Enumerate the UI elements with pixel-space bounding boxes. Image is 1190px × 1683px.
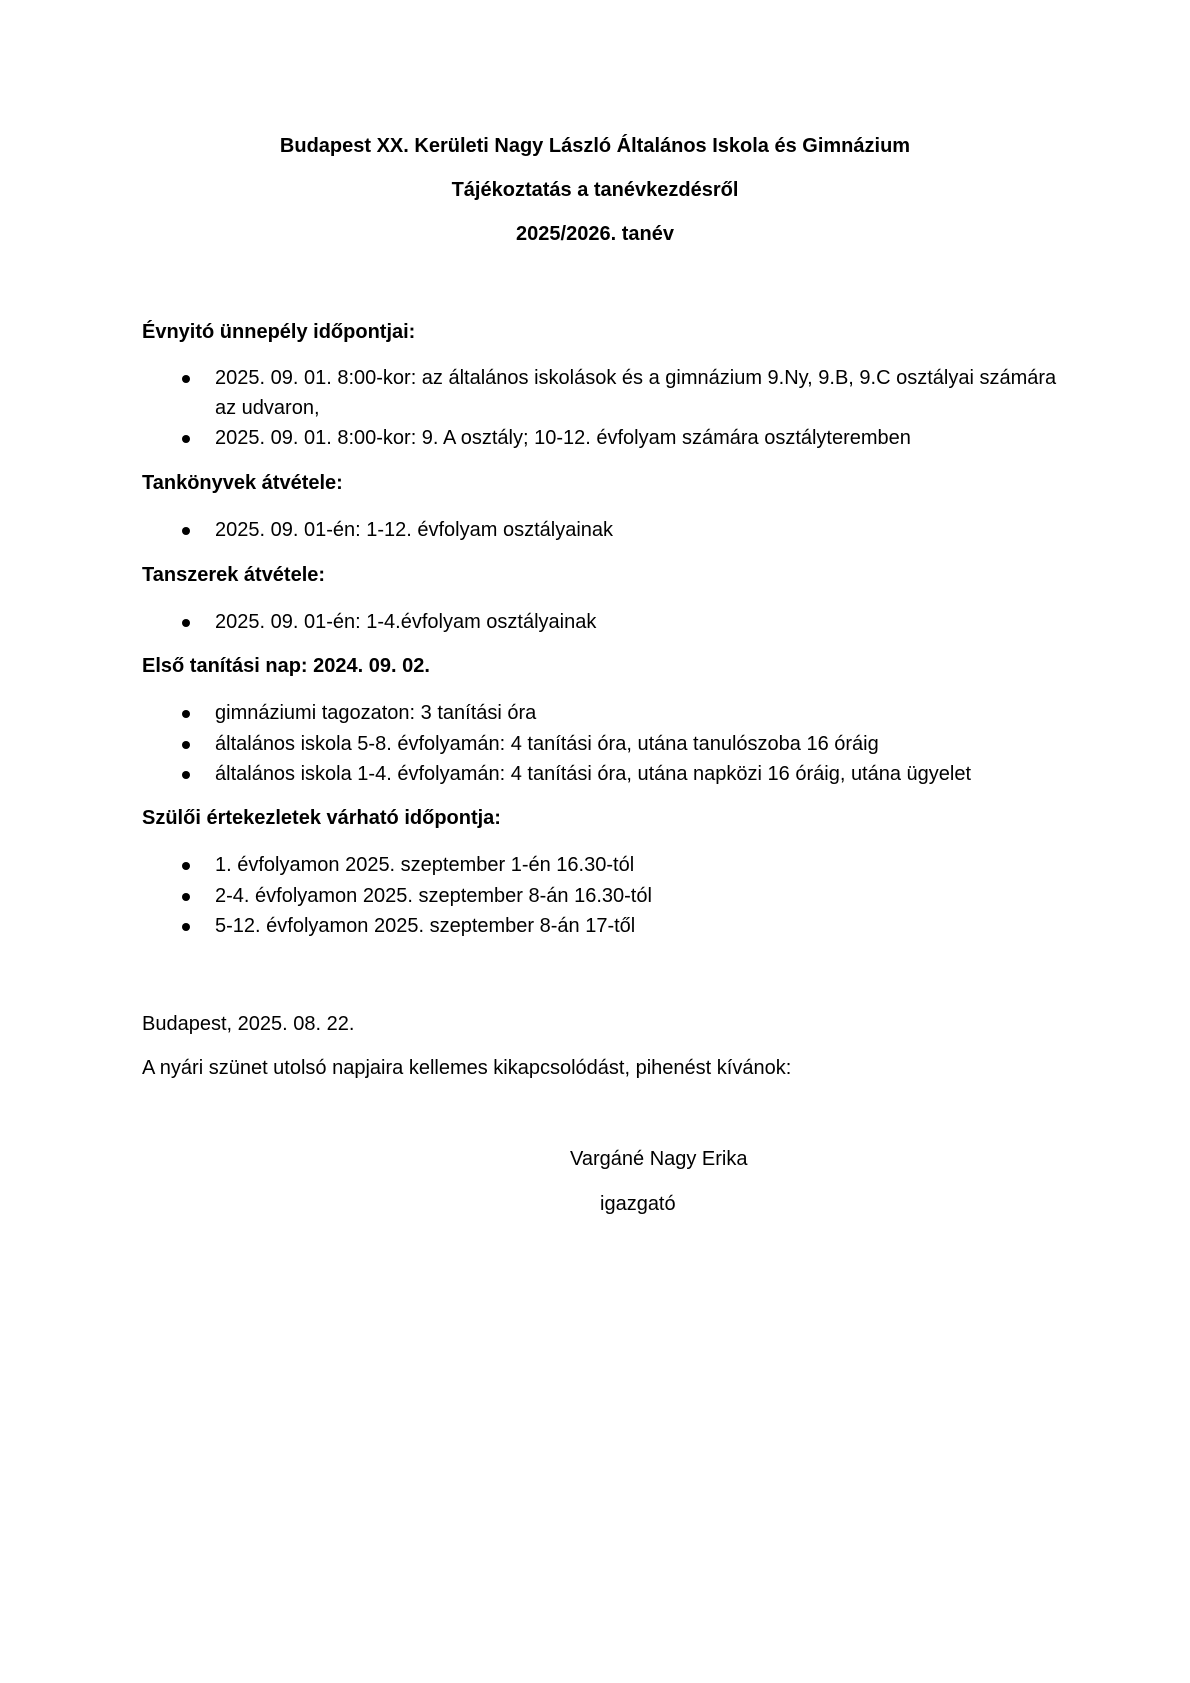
section-heading-first-school-day: Első tanítási nap: 2024. 09. 02. (142, 655, 430, 677)
list-item: gimnáziumi tagozaton: 3 tanítási óra (215, 698, 1075, 728)
list-item: 5-12. évfolyamon 2025. szeptember 8-án 17-től (215, 911, 1075, 941)
section-heading-parent-meetings: Szülői értekezletek várható időpontja: (142, 807, 501, 829)
list-item: 1. évfolyamon 2025. szeptember 1-én 16.30-tól (215, 850, 1075, 880)
signer-title: igazgató (600, 1193, 676, 1215)
school-name-title: Budapest XX. Kerületi Nagy László Általános Iskola és Gimnázium (279, 135, 911, 157)
signer-name: Vargáné Nagy Erika (570, 1148, 748, 1170)
list-item: 2-4. évfolyamon 2025. szeptember 8-án 16.30-tól (215, 881, 1075, 911)
list-item: általános iskola 5-8. évfolyamán: 4 tanítási óra, utána tanulószoba 16 óráig (215, 729, 1075, 759)
list-item: 2025. 09. 01. 8:00-kor: 9. A osztály; 10-12. évfolyam számára osztályteremben (215, 423, 1075, 453)
list-item: 2025. 09. 01. 8:00-kor: az általános iskolások és a gimnázium 9.Ny, 9.B, 9.C osztályai számára az udvaron, (215, 363, 1075, 423)
document-subject: Tájékoztatás a tanévkezdésről (451, 179, 739, 201)
list-item: 2025. 09. 01-én: 1-4.évfolyam osztályainak (215, 607, 1075, 637)
section-heading-school-supplies: Tanszerek átvétele: (142, 564, 326, 586)
school-year: 2025/2026. tanév (516, 223, 674, 245)
list-item: általános iskola 1-4. évfolyamán: 4 tanítási óra, utána napközi 16 óráig, utána ügyelet (215, 759, 1075, 789)
list-item: 2025. 09. 01-én: 1-12. évfolyam osztályainak (215, 515, 1075, 545)
place-and-date: Budapest, 2025. 08. 22. (142, 1013, 355, 1035)
section-heading-opening-ceremony: Évnyitó ünnepély időpontjai: (142, 321, 416, 343)
closing-greeting: A nyári szünet utolsó napjaira kellemes kikapcsolódást, pihenést kívánok: (142, 1057, 792, 1079)
section-heading-textbooks: Tankönyvek átvétele: (142, 472, 343, 494)
